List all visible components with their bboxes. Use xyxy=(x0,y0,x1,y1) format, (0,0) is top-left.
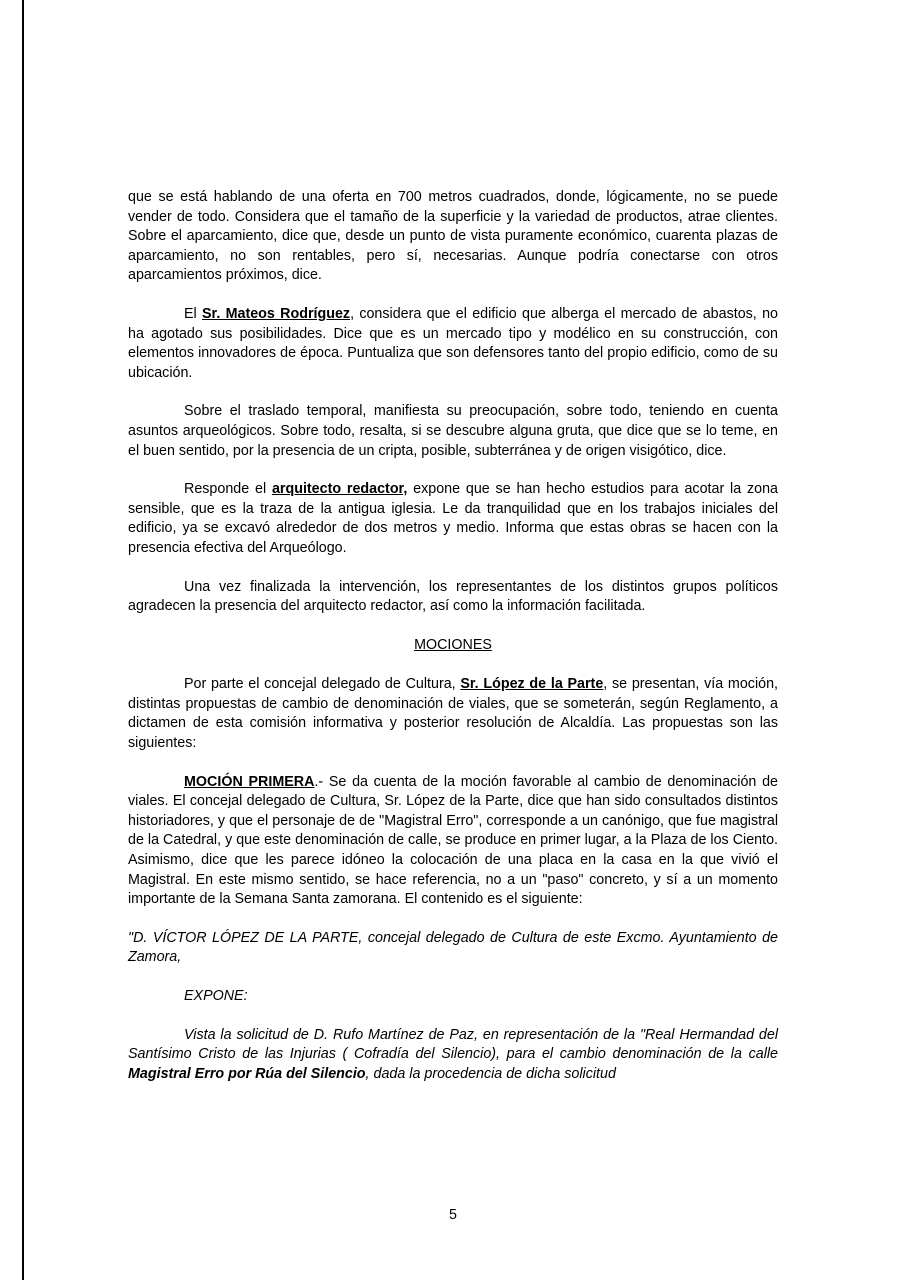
paragraph-3 xyxy=(128,402,778,461)
left-margin-rule xyxy=(22,0,24,1280)
paragraph-10 xyxy=(128,1026,778,1085)
paragraph-8-text: "D. VÍCTOR LÓPEZ DE LA PARTE, concejal delegado de Cultura de este Excmo. Ayuntamiento de Zamora, xyxy=(128,929,778,966)
speaker-name-mateos-rodriguez: Sr. Mateos Rodríguez xyxy=(202,305,351,322)
paragraph-2-rest: , considera que el edificio que alberga el mercado de abastos, no ha agotado sus posibilidades. Dice que es un mercado tipo y modélico en su construcción, con elementos innovadores de época. Puntualiza que son defensores tanto del propio edificio, como de su ubicación. xyxy=(128,305,778,381)
paragraph-6-lead: Por parte el concejal delegado de Cultura, xyxy=(184,676,461,693)
speaker-name-lopez-de-la-parte: Sr. López de la Parte xyxy=(460,676,604,693)
paragraph-1 xyxy=(128,188,778,286)
section-heading-mociones: MOCIONES xyxy=(414,636,492,653)
paragraph-7 xyxy=(128,773,778,910)
paragraph-10-rest: , dada la procedencia de dicha solicitud xyxy=(365,1065,616,1082)
paragraph-1-text: que se está hablando de una oferta en 700 metros cuadrados, donde, lógicamente, no se puede vender de todo. Considera que el tamaño de la superficie y la variedad de productos, atrae clientes. Sobre el aparcamiento, dice que, desde un punto de vista puramente económico, cuarenta plazas de aparcamiento, no son rentables, pero sí, necesarias. Aunque podría conectarse con otros aparcamientos próximos, dice. xyxy=(128,189,778,284)
paragraph-5-text: Una vez finalizada la intervención, los representantes de los distintos grupos políticos agradecen la presencia del arquitecto redactor, así como la información facilitada. xyxy=(128,578,778,615)
street-name-change: Magistral Erro por Rúa del Silencio xyxy=(128,1065,366,1082)
paragraph-8-quote-opening xyxy=(128,929,778,968)
paragraph-6 xyxy=(128,675,778,753)
paragraph-7-rest: .- Se da cuenta de la moción favorable al cambio de denominación de viales. El concejal delegado de Cultura, Sr. López de la Parte, dice que han sido consultados distintos historiadores, y que el personaje de de "Magistral Erro", corresponde a un canónigo, que fue magistral de la Catedral, y que este denominación de calle, se produce en primer lugar, a la Plaza de los Ciento. Asimismo, dice que les parece idóneo la colocación de una placa en la casa en la que vivió el Magistral. En este mismo sentido, se hace referencia, no a un "paso" concreto, y sí a un momento importante de la Semana Santa zamorana. El contenido es el siguiente: xyxy=(128,773,778,908)
paragraph-10-lead: Vista la solicitud de D. Rufo Martínez de Paz, en representación de la "Real Hermandad del Santísimo Cristo de las Injurias ( Cofradía del Silencio), para el cambio denominación de la calle xyxy=(128,1026,778,1063)
paragraph-3-text: Sobre el traslado temporal, manifiesta su preocupación, sobre todo, teniendo en cuenta asuntos arqueológicos. Sobre todo, resalta, si se descubre alguna gruta, que dice que se lo teme, en el buen sentido, por la presencia de un cripta, posible, subterránea y de origen visigótico, dice. xyxy=(128,403,778,459)
page-number: 5 xyxy=(449,1207,457,1223)
paragraph-6-rest: , se presentan, vía moción, distintas propuestas de cambio de denominación de viales, que se someterán, según Reglamento, a dictamen de esta comisión informativa y posterior resolución de Alcaldía. Las propuestas son las siguientes: xyxy=(128,676,778,752)
paragraph-4-rest: expone que se han hecho estudios para acotar la zona sensible, que es la traza de la antigua iglesia. Le da tranquilidad que en los trabajos iniciales del edificio, ya se excavó alrededor de dos metros y medio. Informa que estas obras se hacen con la presencia efectiva del Arqueólogo. xyxy=(128,481,778,556)
paragraph-9-text: EXPONE: xyxy=(184,988,248,1004)
paragraph-2-lead: El xyxy=(184,305,203,322)
motion-title-mocion-primera: MOCIÓN PRIMERA xyxy=(184,773,315,790)
paragraph-2 xyxy=(128,305,778,383)
paragraph-5 xyxy=(128,578,778,617)
document-body xyxy=(128,188,778,1084)
paragraph-9-expone xyxy=(128,987,778,1007)
role-name-arquitecto-redactor: arquitecto redactor, xyxy=(271,481,408,498)
paragraph-4-lead: Responde el xyxy=(184,481,272,498)
paragraph-4 xyxy=(128,480,778,558)
